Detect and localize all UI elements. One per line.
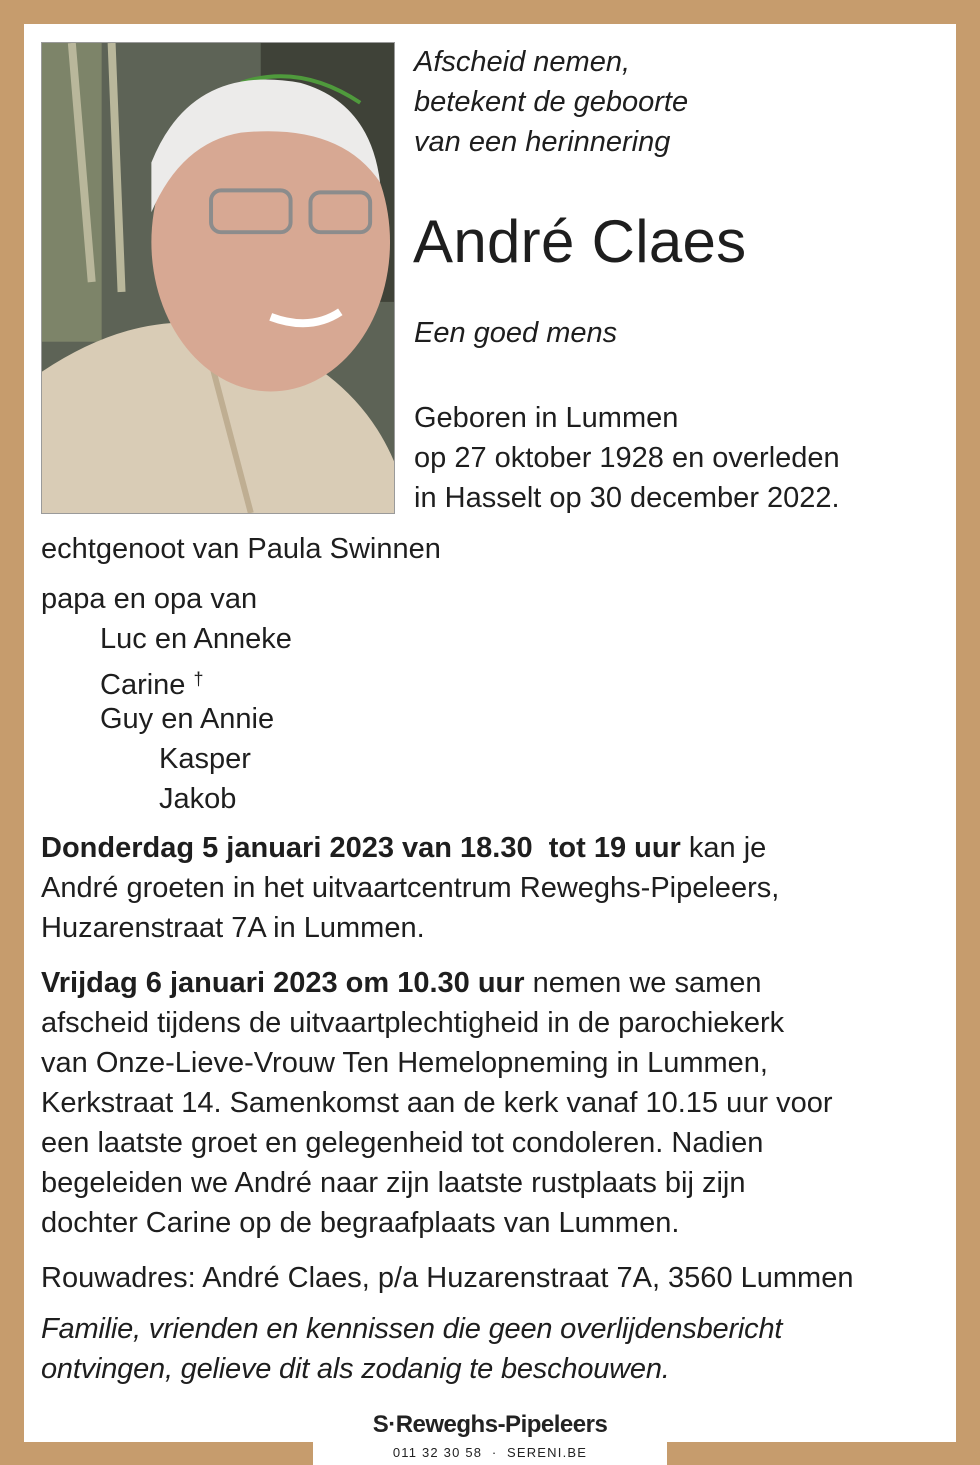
funeral-text: afscheid tijdens de uitvaartplechtigheid in de parochiekerk	[41, 1007, 785, 1039]
funeral-date: Vrijdag 6 januari 2023 om 10.30 uur	[41, 967, 525, 999]
child-item: Guy en Annie	[100, 703, 275, 735]
funeral-text: nemen we samen	[524, 967, 762, 999]
grandchild-item: Jakob	[159, 783, 237, 815]
funeral-home-logo: S·Reweghs-Pipeleers	[372, 1411, 608, 1438]
motto	[414, 42, 688, 162]
funeral-paragraph	[41, 963, 832, 1243]
visitation-text: kan je	[680, 832, 767, 864]
grandchild-item: Kasper	[159, 743, 251, 775]
mourning-address: Rouwadres: André Claes, p/a Huzarenstraat 7A, 3560 Lummen	[41, 1262, 854, 1294]
funeral-home-contact: 011 32 30 58 · SERENI.BE	[392, 1445, 588, 1460]
funeral-text: een laatste groet en gelegenheid tot condoleren. Nadien	[41, 1127, 764, 1159]
closing-note-line: Familie, vrienden en kennissen die geen overlijdensbericht	[41, 1313, 783, 1345]
visitation-text: Huzarenstraat 7A in Lummen.	[41, 912, 425, 944]
motto-line: Afscheid nemen,	[414, 46, 631, 78]
birth-death-line: op 27 oktober 1928 en overleden	[414, 442, 840, 474]
birth-death-line: in Hasselt op 30 december 2022.	[414, 482, 840, 514]
visitation-text: André groeten in het uitvaartcentrum Reweghs-Pipeleers,	[41, 872, 780, 904]
motto-line: van een herinnering	[414, 126, 671, 158]
tagline: Een goed mens	[414, 317, 618, 349]
funeral-text: dochter Carine op de begraafplaats van Lummen.	[41, 1207, 680, 1239]
spouse-line: echtgenoot van Paula Swinnen	[41, 533, 441, 565]
child-name: Carine	[100, 669, 186, 701]
closing-note-line: ontvingen, gelieve dit als zodanig te beschouwen.	[41, 1353, 670, 1385]
visitation-paragraph	[41, 828, 779, 948]
birth-death-line: Geboren in Lummen	[414, 402, 679, 434]
child-item: Luc en Anneke	[100, 623, 292, 655]
closing-note	[41, 1309, 782, 1389]
funeral-text: Kerkstraat 14. Samenkomst aan de kerk vanaf 10.15 uur voor	[41, 1087, 833, 1119]
child-item	[41, 659, 292, 699]
deceased-cross-mark: †	[193, 669, 204, 689]
visitation-date: Donderdag 5 januari 2023 van 18.30 tot 19 uur	[41, 832, 681, 864]
funeral-text: begeleiden we André naar zijn laatste rustplaats bij zijn	[41, 1167, 746, 1199]
birth-death-details	[414, 398, 840, 518]
funeral-text: van Onze-Lieve-Vrouw Ten Hemelopneming in Lummen,	[41, 1047, 768, 1079]
family-heading: papa en opa van	[41, 583, 258, 615]
motto-line: betekent de geboorte	[414, 86, 689, 118]
family-list	[41, 579, 292, 819]
portrait-photo	[41, 42, 395, 514]
deceased-name: André Claes	[413, 208, 747, 275]
